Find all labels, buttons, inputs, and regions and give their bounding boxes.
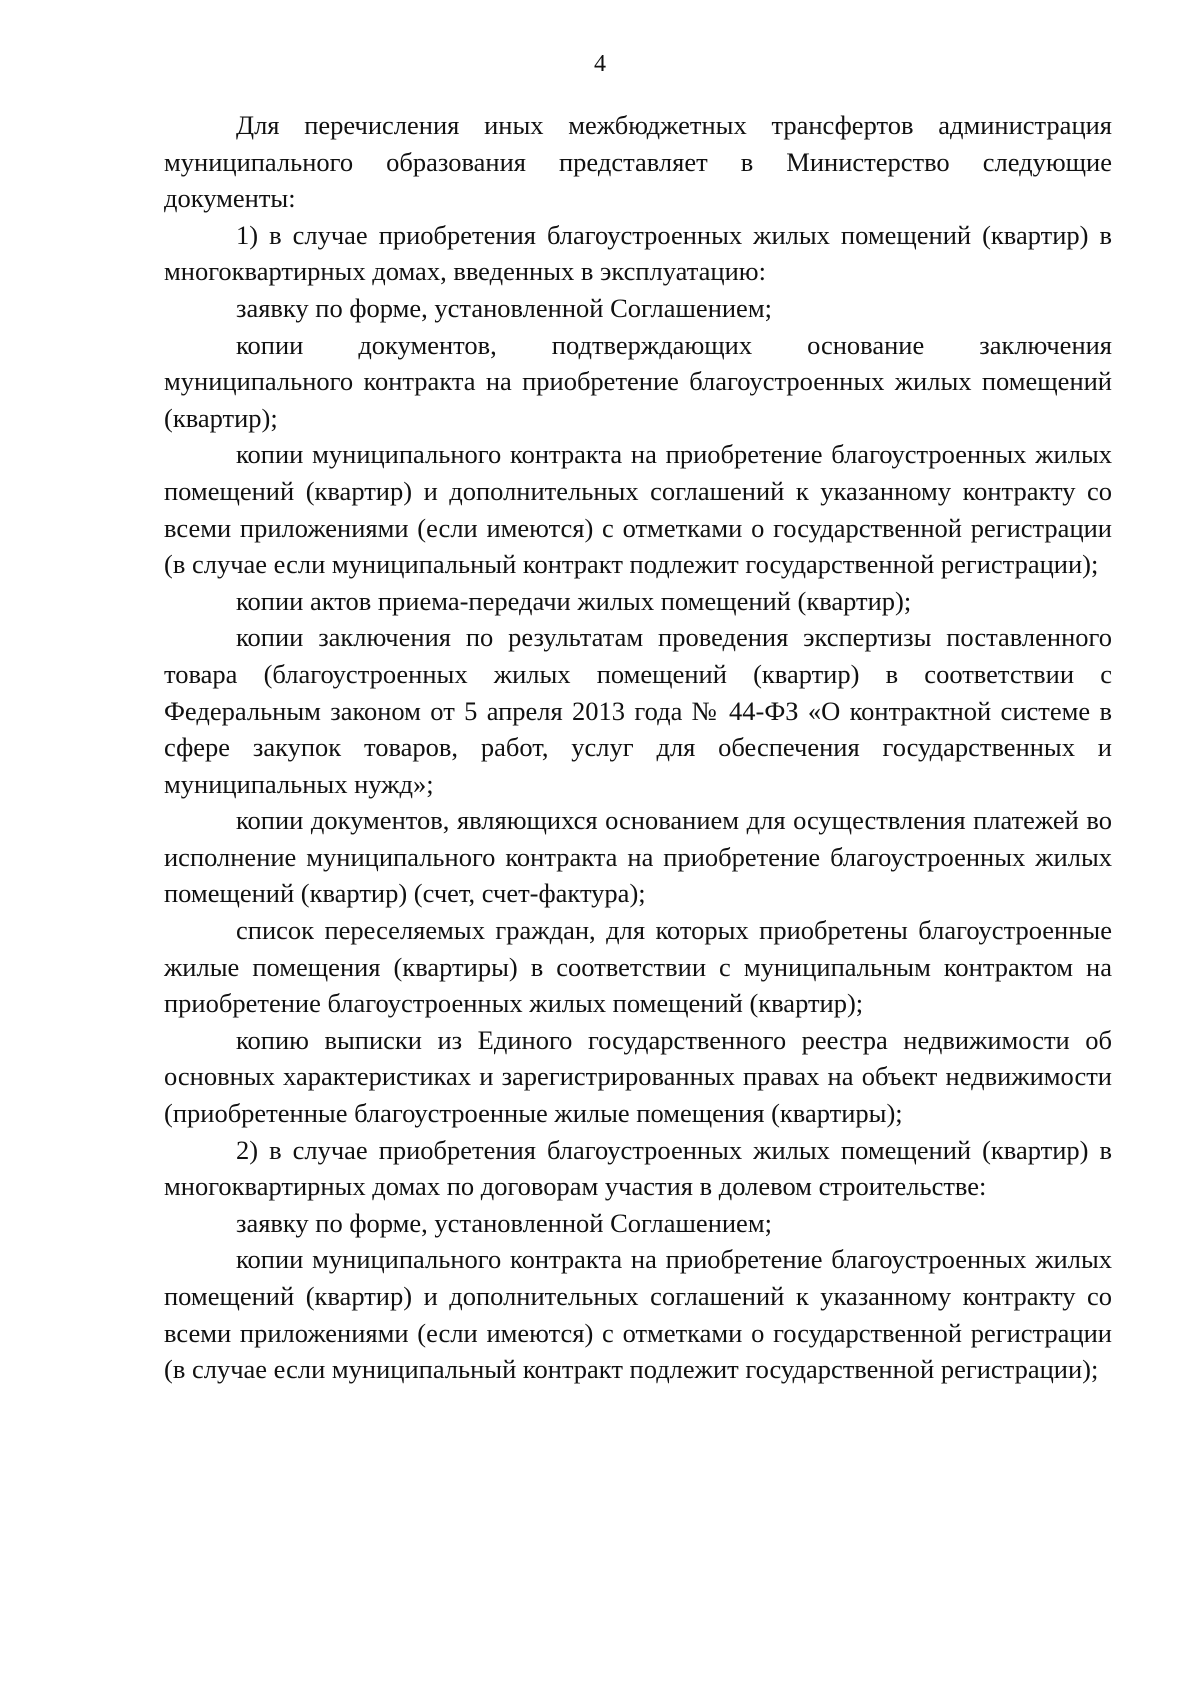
paragraph-application-form-2: заявку по форме, установленной Соглашением; — [236, 1207, 772, 1238]
paragraph-contract-basis-documents: копии документов, подтверждающих основание заключения муниципального контракта на приобретение благоустроенных жилых помещений (квартир); — [164, 329, 1112, 433]
paragraph-expertise-conclusion: копии заключения по результатам проведения экспертизы поставленного товара (благоустроенных жилых помещений (квартир) в соответствии с Федеральным законом от 5 апреля 2013 года № 44-ФЗ «О контрактной системе в сфере закупок товаров, работ, услуг для обеспечения государственных и муниципальных нужд»; — [164, 622, 1112, 799]
paragraph-resettled-citizens-list: список переселяемых граждан, для которых приобретены благоустроенные жилые помещения (квартиры) в соответствии с муниципальным контрактом на приобретение благоустроенных жилых помещений (квартир); — [164, 915, 1112, 1019]
paragraph-case-2-heading: 2) в случае приобретения благоустроенных жилых помещений (квартир) в многоквартирных домах по договорам участия в долевом строительстве: — [164, 1134, 1112, 1202]
page-number: 4 — [594, 51, 606, 77]
paragraph-transfer-acts: копии актов приема-передачи жилых помещений (квартир); — [236, 585, 912, 616]
paragraph-intro: Для перечисления иных межбюджетных трансфертов администрация муниципального образования представляет в Министерство следующие документы: — [164, 110, 1112, 214]
paragraph-case-1-heading: 1) в случае приобретения благоустроенных жилых помещений (квартир) в многоквартирных домах, введенных в эксплуатацию: — [164, 219, 1112, 287]
document-body — [164, 107, 1112, 1388]
paragraph-contract-copies-2: копии муниципального контракта на приобретение благоустроенных жилых помещений (квартир) и дополнительных соглашений к указанному контракту со всеми приложениями (если имеются) с отметками о государственной регистрации (в случае если муниципальный контракт подлежит государственной регистрации); — [164, 1244, 1112, 1385]
paragraph-payment-documents: копии документов, являющихся основанием для осуществления платежей во исполнение муниципального контракта на приобретение благоустроенных жилых помещений (квартир) (счет, счет-фактура); — [164, 805, 1112, 909]
paragraph-contract-copies: копии муниципального контракта на приобретение благоустроенных жилых помещений (квартир) и дополнительных соглашений к указанному контракту со всеми приложениями (если имеются) с отметками о государственной регистрации (в случае если муниципальный контракт подлежит государственной регистрации); — [164, 439, 1112, 580]
paragraph-registry-extract: копию выписки из Единого государственного реестра недвижимости об основных характеристиках и зарегистрированных правах на объект недвижимости (приобретенные благоустроенные жилые помещения (квартиры); — [164, 1024, 1112, 1129]
paragraph-application-form: заявку по форме, установленной Соглашением; — [236, 292, 772, 323]
